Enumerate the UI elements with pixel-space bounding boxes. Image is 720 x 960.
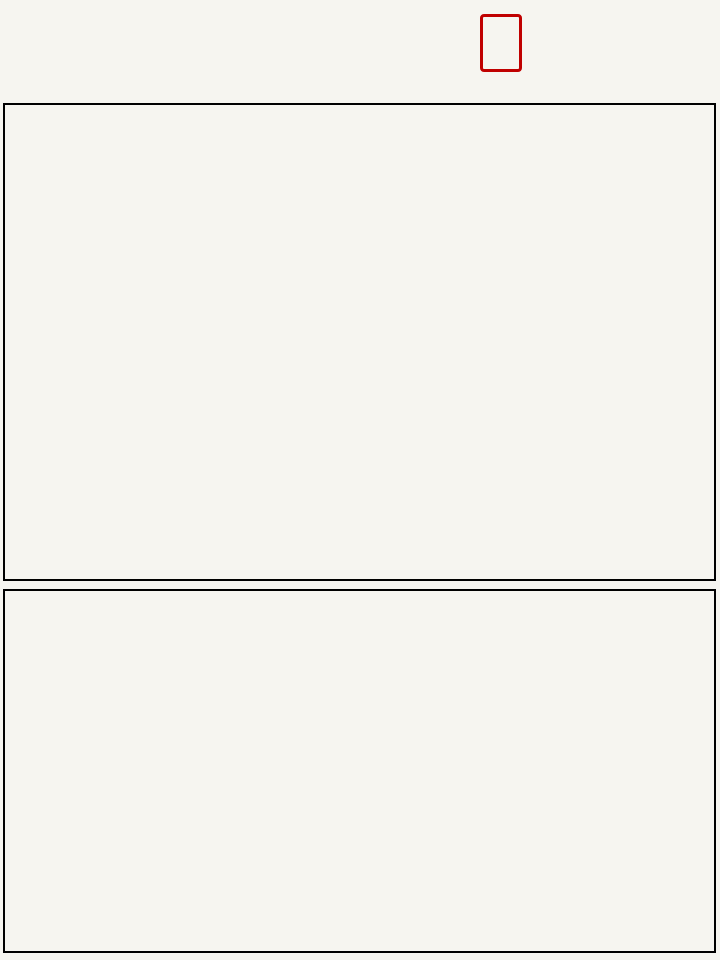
- brand-logo: [480, 6, 710, 78]
- pillars-grid: [3, 103, 716, 581]
- red-seal-icon: [480, 14, 522, 72]
- annual-luck-table: [3, 589, 716, 953]
